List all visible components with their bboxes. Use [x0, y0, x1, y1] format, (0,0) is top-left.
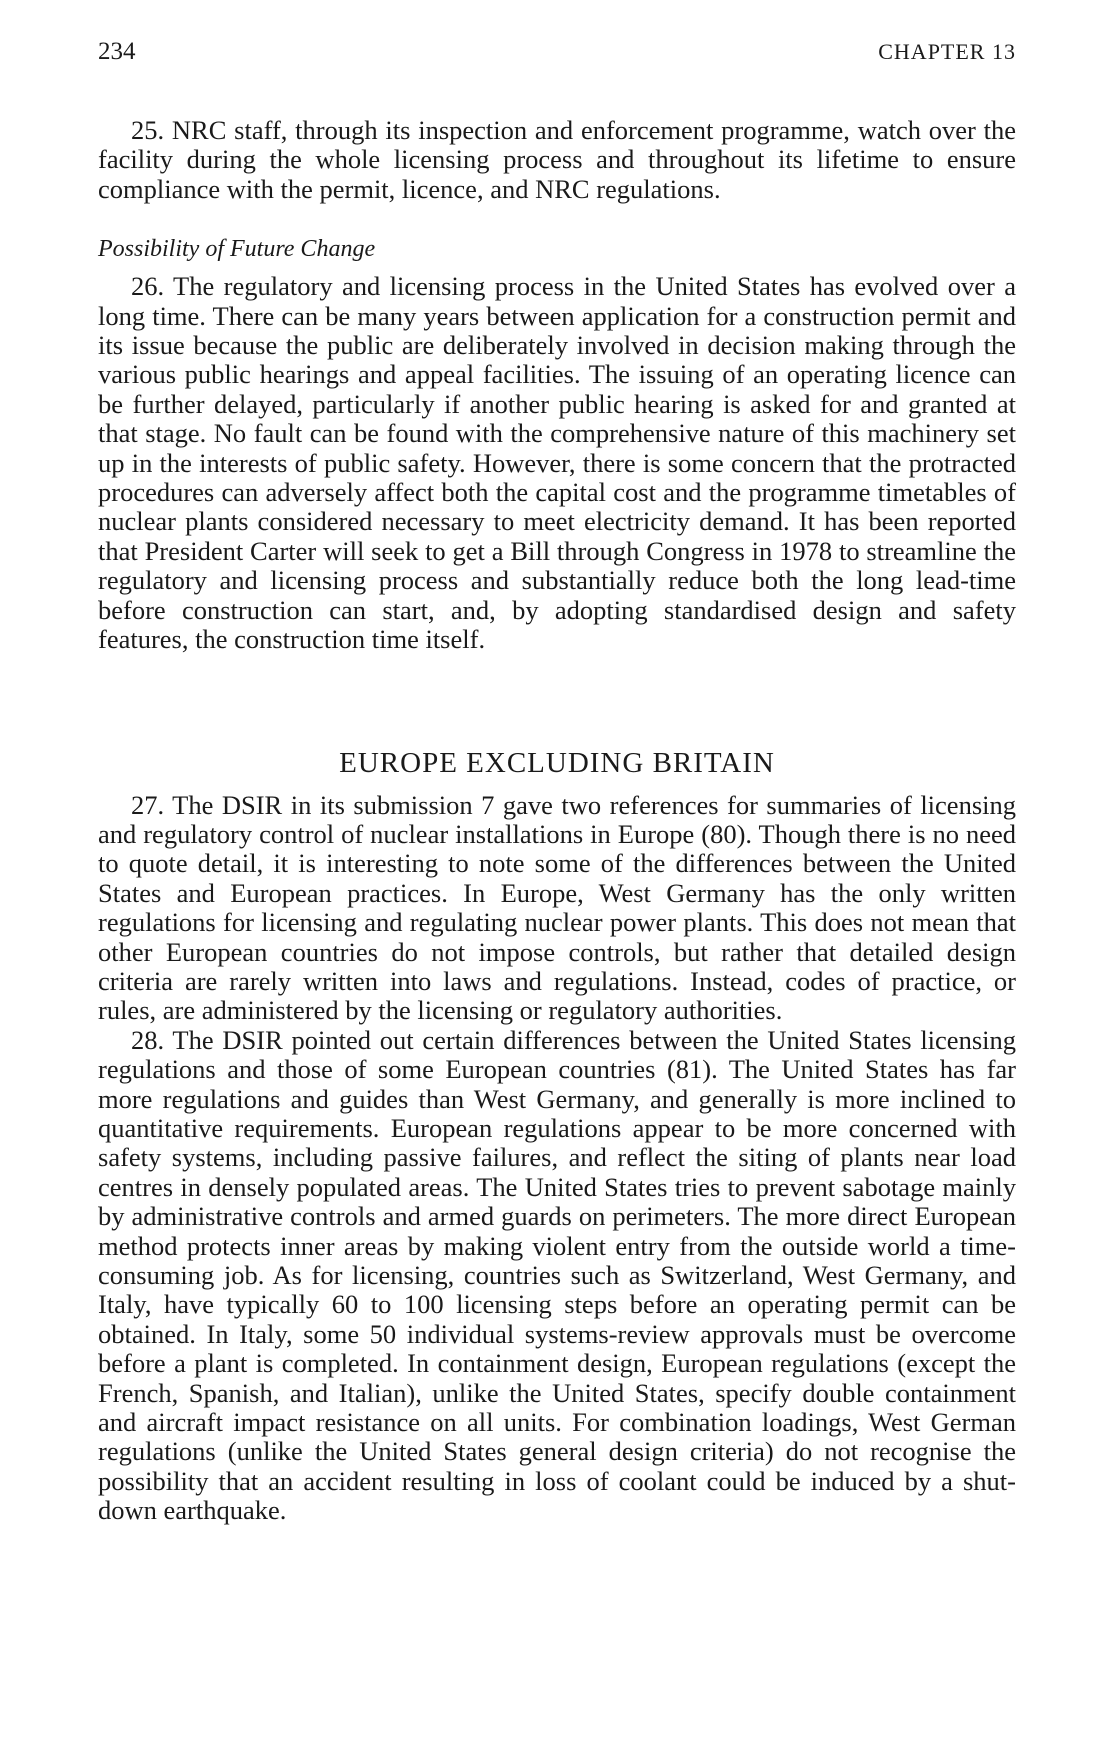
document-page — [98, 38, 1016, 1526]
paragraph-25: 25. NRC staff, through its inspection and enforcement programme, watch over the facility during the whole licensing process and throughout its lifetime to ensure compliance with the permit, licence, and NRC regulations. — [98, 115, 1016, 204]
paragraph-27: 27. The DSIR in its submission 7 gave two references for summaries of licensing and regulatory control of nuclear installations in Europe (80). Though there is no need to quote detail, it is interesting to note some of the differences between the United States and European practices. In Europe, West Germany has the only written regulations for licensing and regulating nuclear power plants. This does not mean that other European countries do not impose controls, but rather that detailed design criteria are rarely written into laws and regulations. Instead, codes of practice, or rules, are administered by the licensing or regulatory authorities. — [98, 789, 1016, 1026]
section-heading-europe: EUROPE EXCLUDING BRITAIN — [339, 746, 775, 779]
running-head — [98, 38, 1016, 78]
page-number: 234 — [98, 38, 136, 65]
chapter-label: CHAPTER 13 — [878, 39, 1016, 64]
paragraph-26: 26. The regulatory and licensing process in the United States has evolved over a long time. There can be many years between application for a construction permit and its issue because the public are deliberately involved in decision making through the various public hearings and appeal facilities. The issuing of an operating licence can be further delayed, particularly if another public hearing is asked for and granted at that stage. No fault can be found with the comprehensive nature of this machinery set up in the interests of public safety. However, there is some concern that the protracted procedures can adversely affect both the capital cost and the programme timetables of nuclear plants considered necessary to meet electricity demand. It has been reported that President Carter will seek to get a Bill through Congress in 1978 to streamline the regulatory and licensing process and substantially reduce both the long lead-time before construction can start, and, by adopting standardised design and safety features, the construction time itself. — [98, 271, 1016, 655]
paragraph-28: 28. The DSIR pointed out certain differences between the United States licensing regulations and those of some European countries (81). The United States has far more regulations and guides than West Germany, and generally is more inclined to quantitative requirements. European regulations appear to be more concerned with safety systems, including passive failures, and reflect the siting of plants near load centres in densely populated areas. The United States tries to prevent sabotage mainly by administrative controls and armed guards on perimeters. The more direct European method protects inner areas by making violent entry from the outside world a time-consuming job. As for licensing, countries such as Switzerland, West Germany, and Italy, have typically 60 to 100 licensing steps before an operating permit can be obtained. In Italy, some 50 individual systems-review approvals must be overcome before a plant is completed. In containment design, European regulations (except the French, Spanish, and Italian), unlike the United States, specify double containment and aircraft impact resistance on all units. For combination loadings, West German regulations (unlike the United States general design criteria) do not recognise the possibility that an accident resulting in loss of coolant could be induced by a shut-down earthquake. — [98, 1024, 1016, 1526]
subheading-future-change: Possibility of Future Change — [98, 236, 376, 263]
